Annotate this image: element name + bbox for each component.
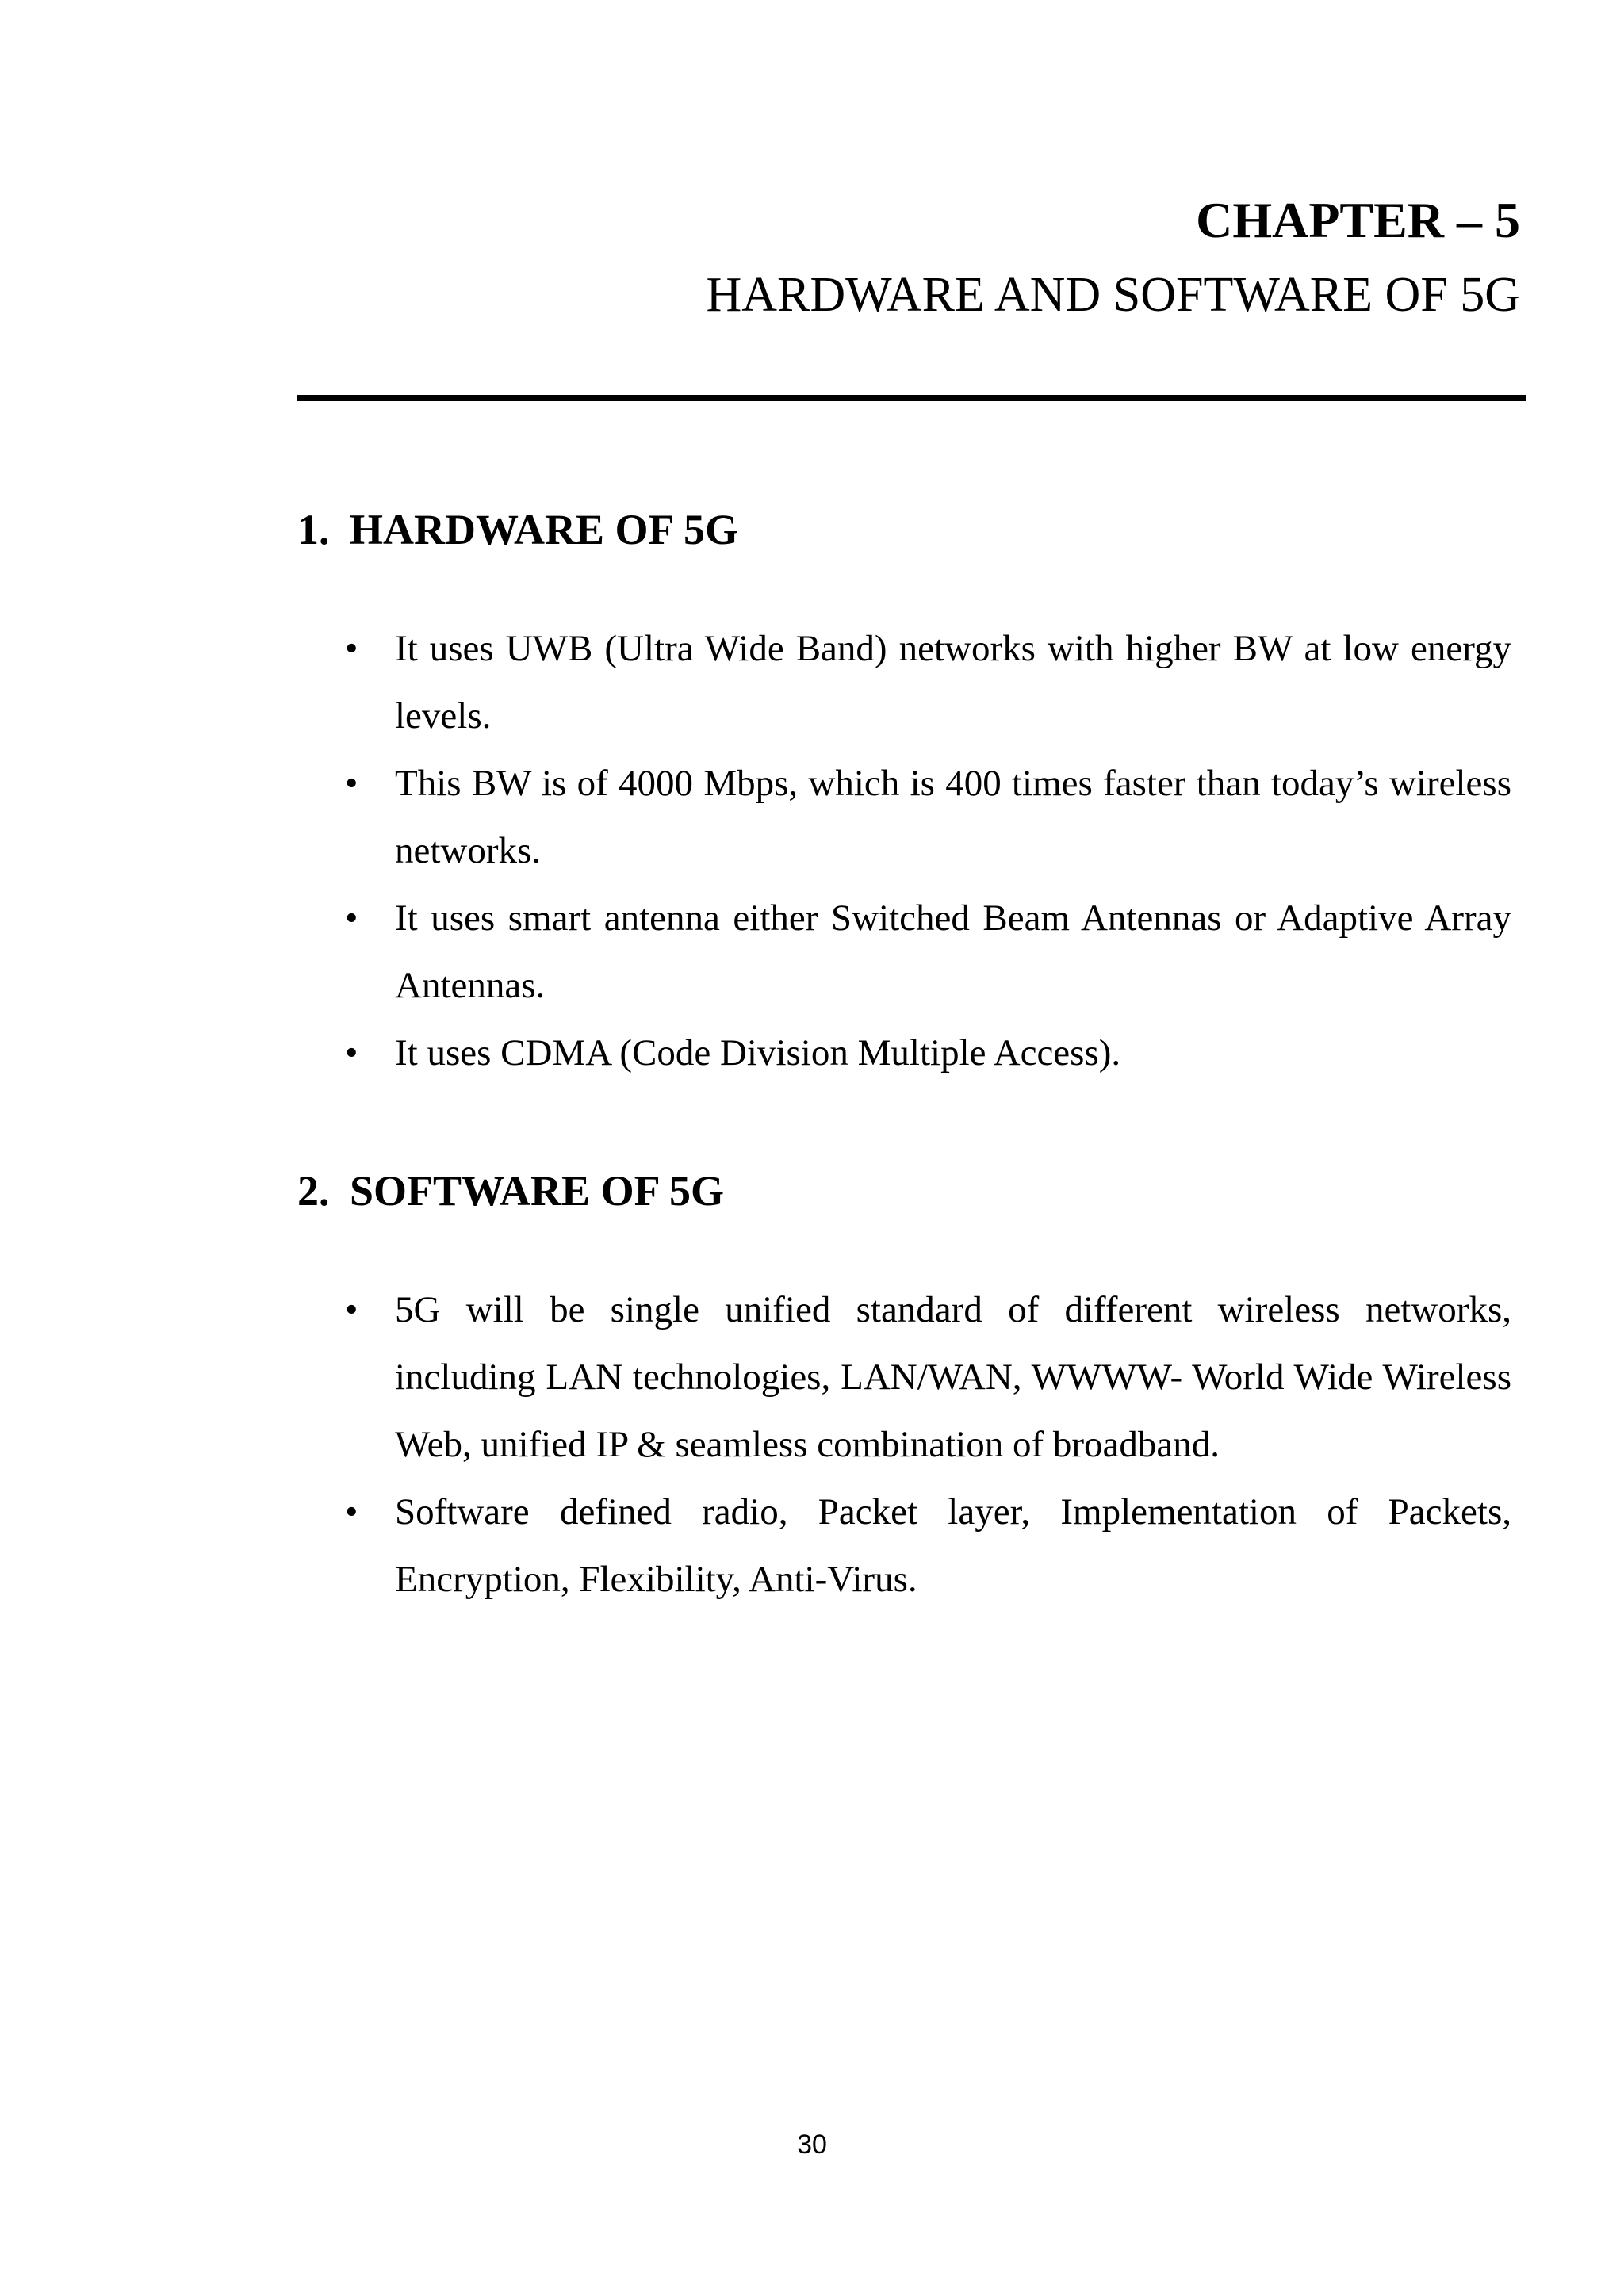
bullet-list [297, 1276, 1511, 1613]
bullet-icon: • [345, 762, 358, 804]
bullet-icon: • [345, 1031, 358, 1073]
bullet-list [297, 615, 1511, 1087]
section-number: 2. [297, 1167, 330, 1215]
section-title: SOFTWARE OF 5G [350, 1167, 725, 1215]
chapter-divider [297, 395, 1526, 401]
bullet-icon: • [345, 1490, 358, 1533]
section-software [297, 1165, 1511, 1613]
list-item [297, 750, 1511, 885]
section-heading [297, 504, 1511, 556]
bullet-icon: • [345, 897, 358, 939]
list-item-text: It uses UWB (Ultra Wide Band) networks with higher BW at low energy levels. [395, 627, 1511, 737]
page-number: 30 [797, 2130, 827, 2160]
list-item-text: This BW is of 4000 Mbps, which is 400 times faster than today’s wireless networks. [395, 762, 1511, 871]
list-item [297, 1020, 1511, 1087]
list-item-text: It uses CDMA (Code Division Multiple Access). [395, 1031, 1121, 1073]
list-item-text: 5G will be single unified standard of different wireless networks, including LAN technologies, LAN/WAN, WWWW- World Wide Wireless Web, unified IP & seamless combination of broadband. [395, 1288, 1511, 1465]
list-item [297, 1276, 1511, 1479]
list-item [297, 615, 1511, 750]
section-number: 1. [297, 506, 330, 553]
section-hardware [297, 504, 1511, 1087]
list-item-text: Software defined radio, Packet layer, Implementation of Packets, Encryption, Flexibility, Anti-Virus. [395, 1490, 1511, 1600]
section-title: HARDWARE OF 5G [350, 506, 739, 553]
list-item [297, 1479, 1511, 1613]
bullet-icon: • [345, 627, 358, 669]
list-item-text: It uses smart antenna either Switched Beam Antennas or Adaptive Array Antennas. [395, 897, 1511, 1006]
chapter-header [0, 190, 1520, 324]
list-item [297, 885, 1511, 1020]
bullet-icon: • [345, 1288, 358, 1330]
section-heading [297, 1165, 1511, 1217]
chapter-title: HARDWARE AND SOFTWARE OF 5G [706, 267, 1520, 322]
chapter-number: CHAPTER – 5 [1196, 192, 1520, 248]
